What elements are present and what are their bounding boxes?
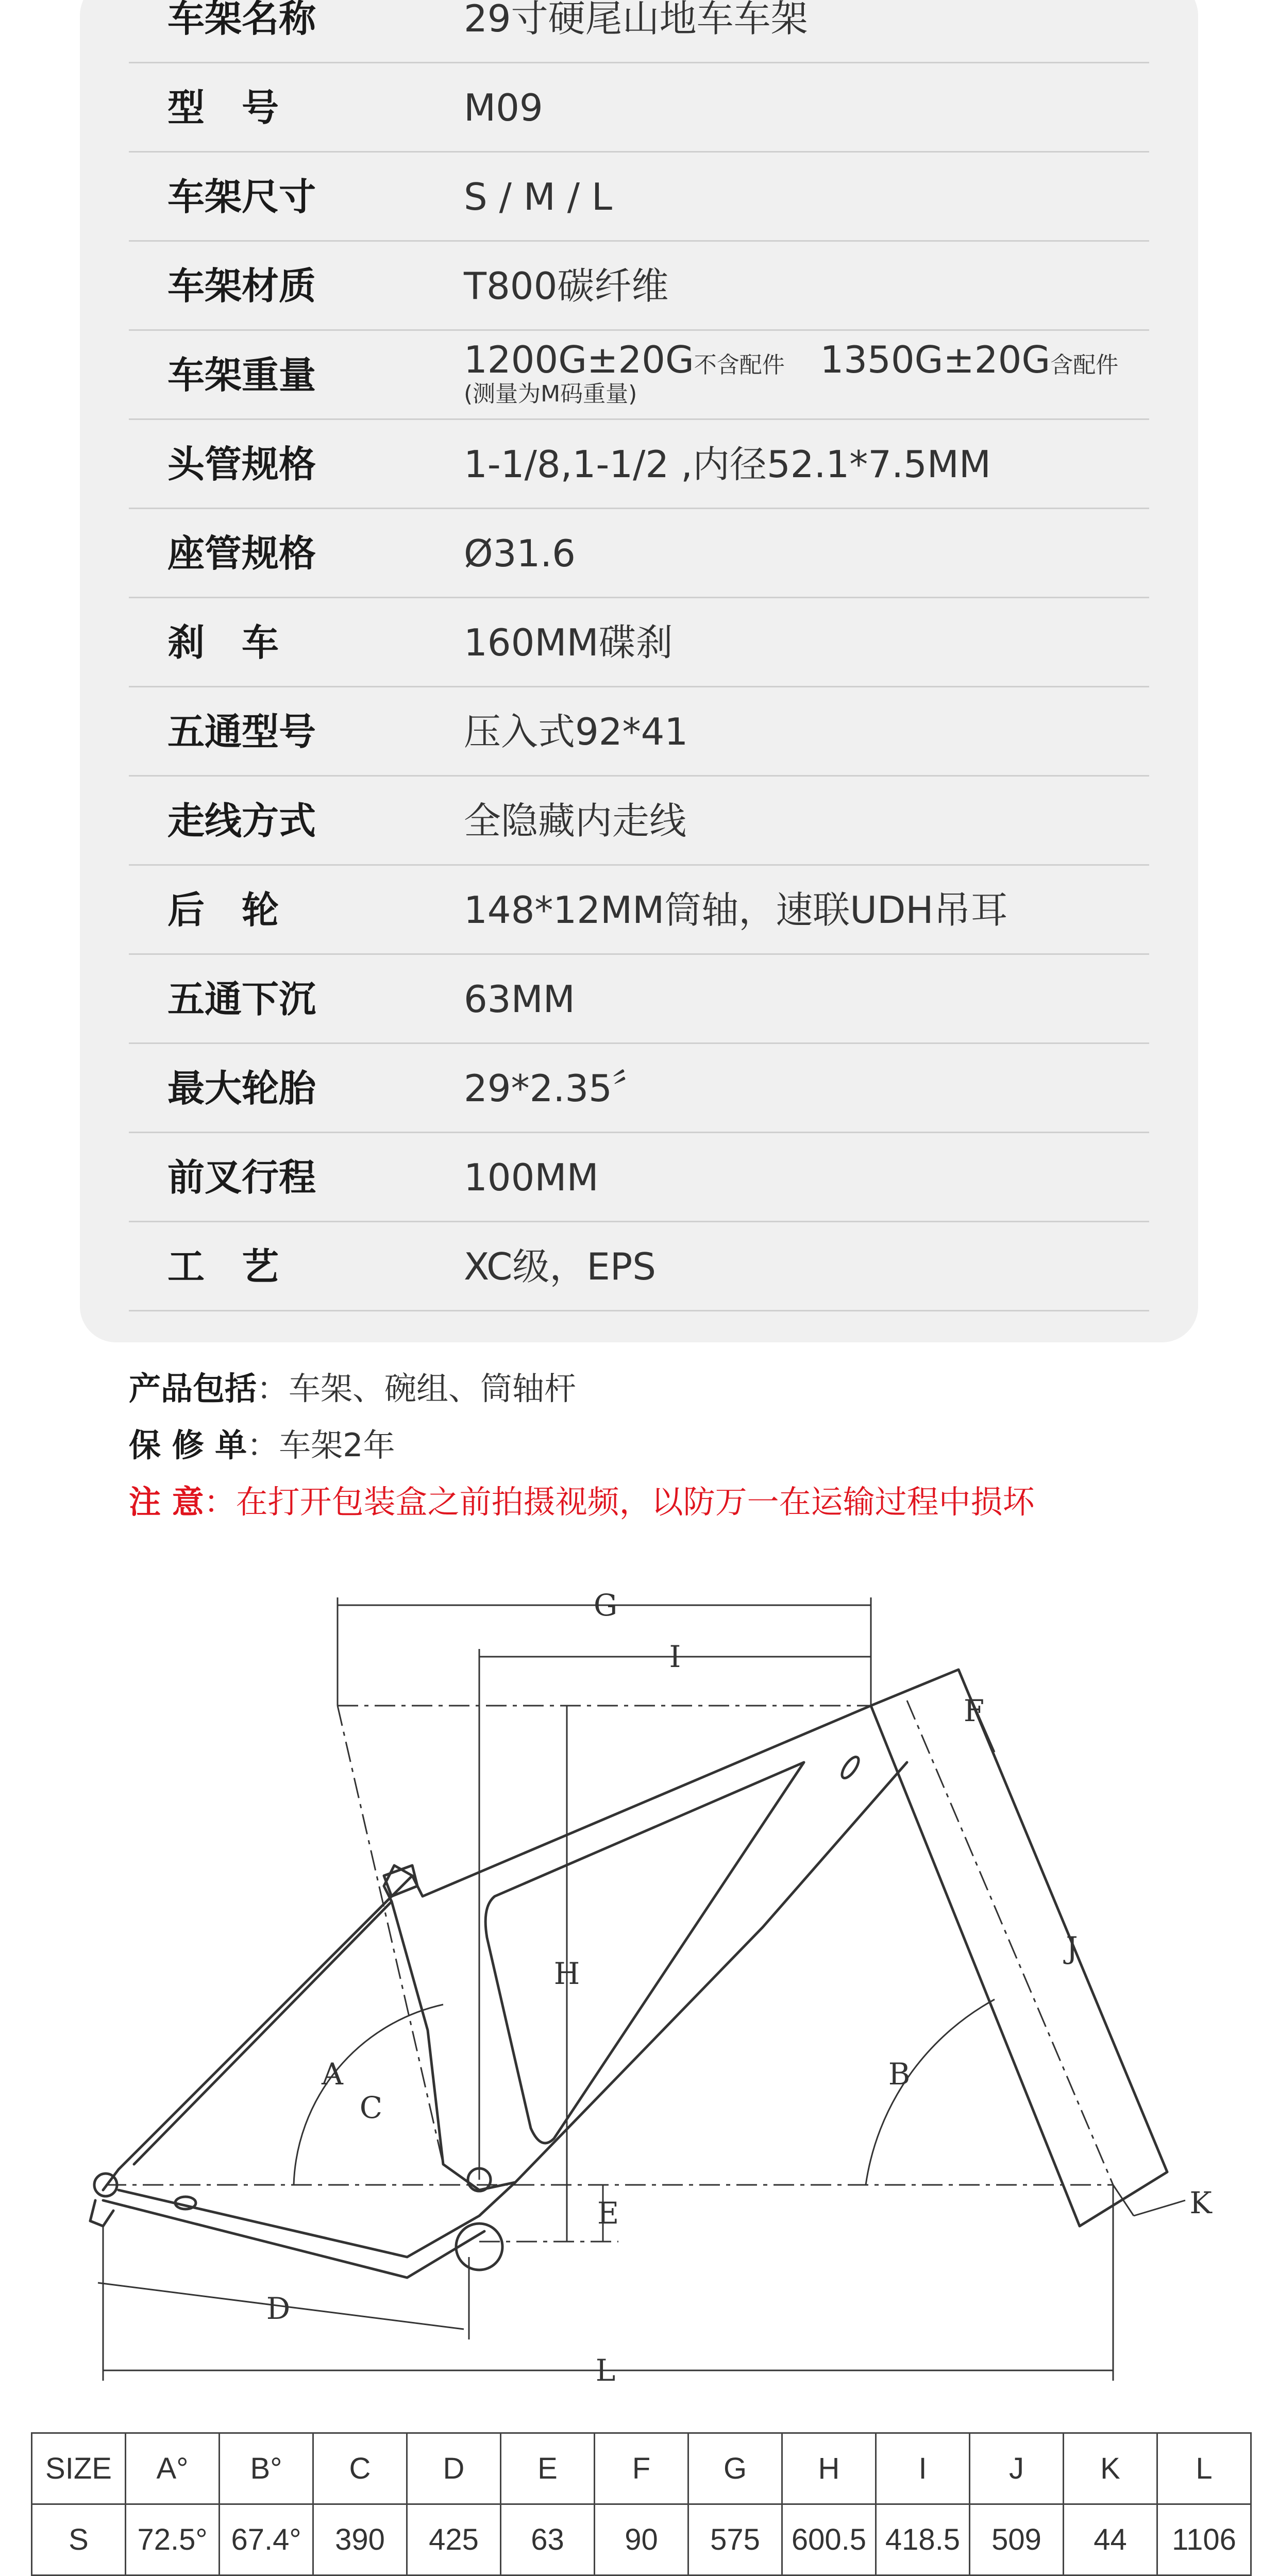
spec-value: T800碳纤维	[464, 264, 669, 308]
dim-label-h: H	[553, 1956, 580, 1991]
table-cell: 63	[501, 2504, 595, 2575]
spec-row-cable-routing	[129, 777, 1149, 866]
spec-label: 车架尺寸	[167, 175, 316, 218]
package-contents-note	[129, 1368, 576, 1409]
table-cell: 1106	[1157, 2504, 1251, 2575]
dim-label-d: D	[266, 2291, 291, 2326]
note-key: 保 修 单	[129, 1426, 247, 1464]
spec-label: 五通型号	[167, 710, 316, 753]
weight-with-parts: 1350G±20G	[820, 338, 1051, 381]
table-header-cell: A°	[126, 2433, 220, 2504]
weight-without-parts: 1200G±20G	[464, 338, 694, 381]
table-header-cell: G	[688, 2433, 782, 2504]
spec-label: 前叉行程	[167, 1156, 316, 1199]
spec-value: 63MM	[464, 978, 575, 1021]
spec-value: 压入式92*41	[464, 710, 688, 753]
spec-label: 车架重量	[167, 353, 316, 397]
note-value: ：车架、碗组、筒轴杆	[257, 1370, 577, 1407]
geometry-table	[31, 2432, 1252, 2576]
note-value: ：车架2年	[247, 1426, 395, 1464]
table-header-cell: B°	[220, 2433, 313, 2504]
table-cell: 44	[1064, 2504, 1157, 2575]
spec-label: 最大轮胎	[167, 1067, 316, 1110]
dim-label-b: B	[888, 2057, 911, 2092]
note-value: ：在打开包装盒之前拍摄视频，以防万一在运输过程中损坏	[204, 1483, 1035, 1521]
spec-row-fork-travel	[129, 1133, 1149, 1222]
spec-row-seatpost	[129, 509, 1149, 598]
table-header-cell: J	[970, 2433, 1064, 2504]
front-triangle-cutout	[485, 1762, 804, 2143]
spec-label: 头管规格	[167, 443, 316, 486]
spec-value: 29*2.35〞	[464, 1067, 649, 1110]
table-cell: 90	[595, 2504, 688, 2575]
spec-label: 车架名称	[167, 0, 316, 40]
spec-value: S / M / L	[464, 175, 612, 218]
spec-label: 工 艺	[167, 1245, 279, 1288]
spec-label: 刹 车	[167, 621, 279, 664]
spec-row-rear-wheel	[129, 866, 1149, 955]
spec-value: XC级，EPS	[464, 1245, 656, 1288]
spec-label: 座管规格	[167, 532, 316, 575]
frame-main-outline	[384, 1706, 907, 2190]
table-header-cell: D	[407, 2433, 501, 2504]
table-cell: 425	[407, 2504, 501, 2575]
table-cell: 600.5	[782, 2504, 876, 2575]
head-tube	[871, 1670, 1167, 2226]
weight-without-parts-note: 不含配件	[694, 352, 785, 378]
spec-label: 车架材质	[167, 264, 316, 308]
spec-label: 型 号	[167, 86, 279, 129]
spec-value: 29寸硬尾山地车车架	[464, 0, 808, 40]
note-key: 注 意	[129, 1483, 204, 1521]
spec-row-bb-drop	[129, 955, 1149, 1044]
spec-value: 全隐藏内走线	[464, 799, 687, 843]
table-header-cell: SIZE	[32, 2433, 126, 2504]
spec-value: 148*12MM筒轴，速联UDH吊耳	[464, 888, 1008, 932]
table-header-cell: H	[782, 2433, 876, 2504]
spec-row-headtube	[129, 420, 1149, 509]
table-cell: S	[32, 2504, 126, 2575]
table-cell: 575	[688, 2504, 782, 2575]
shipping-warning-note	[129, 1481, 1035, 1523]
table-cell: 509	[970, 2504, 1064, 2575]
table-row	[32, 2504, 1251, 2575]
weight-measure-note: (测量为M码重量)	[464, 381, 637, 407]
warranty-note	[129, 1425, 395, 1466]
spec-label: 五通下沉	[167, 978, 316, 1021]
frame-geometry-diagram	[0, 1546, 1278, 2401]
seat-clamp	[384, 1865, 417, 1896]
table-header-cell: C	[313, 2433, 407, 2504]
spec-row-frame-name	[129, 0, 1149, 63]
chainstay-lower	[103, 2200, 484, 2278]
spec-value: 160MM碟刹	[464, 621, 673, 664]
table-header-cell: E	[501, 2433, 595, 2504]
dim-label-e: E	[597, 2196, 619, 2231]
spec-value: 100MM	[464, 1156, 599, 1199]
spec-value: M09	[464, 86, 543, 129]
table-cell: 72.5°	[126, 2504, 220, 2575]
spec-value-weight	[464, 337, 1118, 408]
dim-label-c: C	[359, 2090, 383, 2125]
dim-label-a: A	[322, 2057, 343, 2092]
seat-stay-inner	[134, 1901, 392, 2164]
table-cell: 67.4°	[220, 2504, 313, 2575]
spec-value: Ø31.6	[464, 532, 576, 575]
dim-label-j: J	[1066, 1930, 1078, 1965]
dim-label-k: K	[1189, 2185, 1212, 2220]
note-key: 产品包括	[129, 1370, 257, 1407]
table-header-cell: K	[1064, 2433, 1157, 2504]
bottom-bracket-shell	[456, 2224, 502, 2270]
spec-row-bottom-bracket	[129, 687, 1149, 777]
seat-stay	[103, 1876, 412, 2190]
spec-row-model	[129, 63, 1149, 153]
weight-with-parts-note: 含配件	[1050, 352, 1119, 378]
dim-label-l: L	[595, 2353, 616, 2388]
spec-value: 1-1/8,1-1/2 ,内径52.1*7.5MM	[464, 443, 991, 486]
table-header-cell: F	[595, 2433, 688, 2504]
spec-row-material	[129, 242, 1149, 331]
table-header-row	[32, 2433, 1251, 2504]
table-header-cell: L	[1157, 2433, 1251, 2504]
table-cell: 390	[313, 2504, 407, 2575]
spec-row-weight	[129, 331, 1149, 420]
table-header-cell: I	[876, 2433, 970, 2504]
spec-label: 后 轮	[167, 888, 279, 932]
dim-label-g: G	[593, 1588, 618, 1623]
spec-label: 走线方式	[167, 799, 316, 843]
dim-label-f: F	[963, 1693, 985, 1728]
rear-hanger	[90, 2200, 113, 2226]
spec-row-frame-size	[129, 153, 1149, 242]
table-cell: 418.5	[876, 2504, 970, 2575]
spec-row-brake	[129, 598, 1149, 687]
dim-label-i: I	[669, 1639, 681, 1674]
spec-row-max-tire	[129, 1044, 1149, 1133]
spec-row-process	[129, 1222, 1149, 1311]
